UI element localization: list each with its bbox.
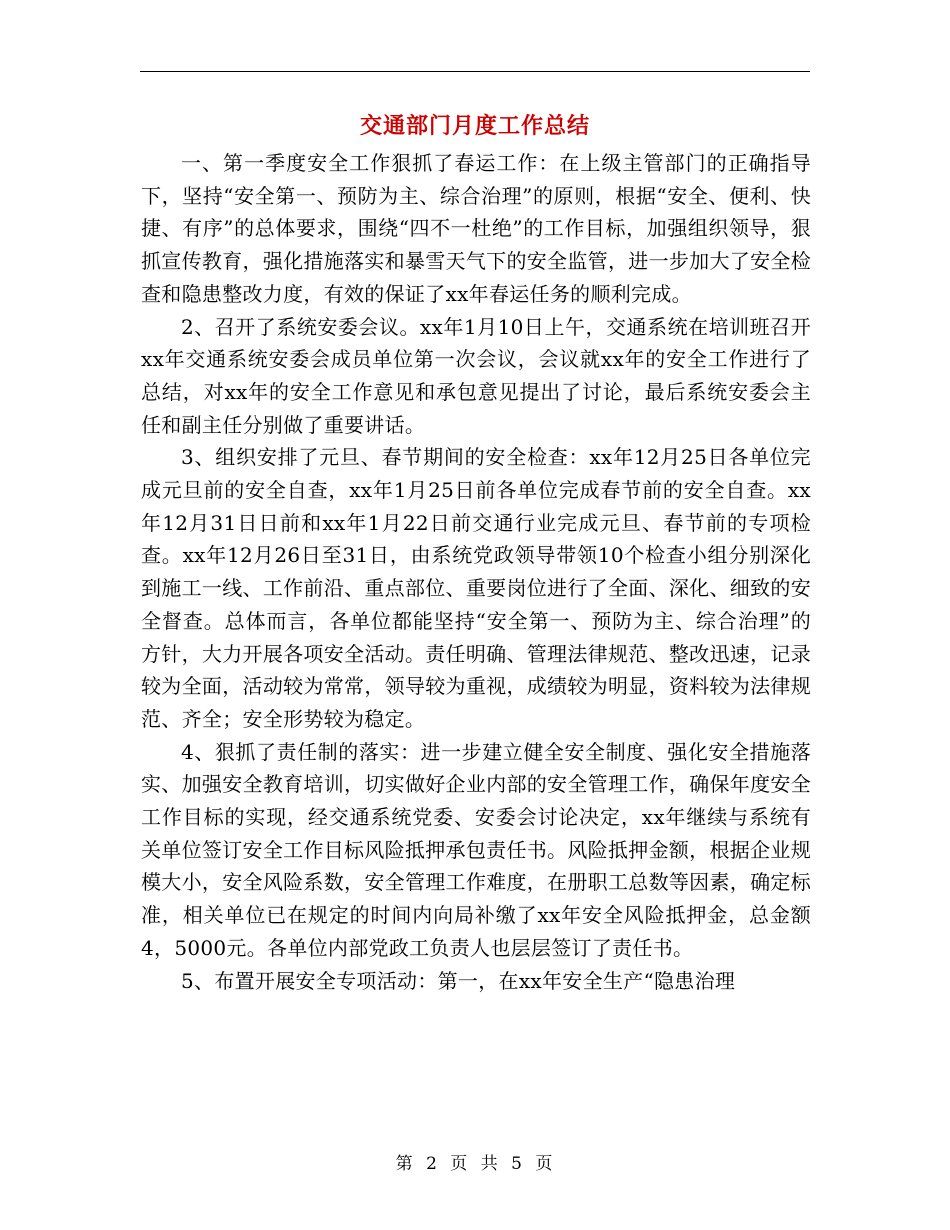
paragraph-4: 4、狠抓了责任制的落实：进一步建立健全安全制度、强化安全措施落实、加强安全教育培训，切实做好企业内部的安全管理工作，确保年度安全工作目标的实现，经交通系统党委、安委会讨论决定，xx年继续与系统有关单位签订安全工作目标风险抵押承包责任书。风险抵押金额，根据企业规模大小，安全风险系数，安全管理工作难度，在册职工总数等因素，确定标准，相关单位已在规定的时间内向局补缴了xx年安全风险抵押金，总金额4，5000元。各单位内部党政工负责人也层层签订了责任书。 — [141, 739, 811, 960]
document-body — [141, 147, 811, 997]
document-title: 交通部门月度工作总结 — [359, 113, 590, 139]
paragraph-1: 一、第一季度安全工作狠抓了春运工作：在上级主管部门的正确指导下，坚持“安全第一、预防为主、综合治理”的原则，根据“安全、便利、快捷、有序”的总体要求，围绕“四不一杜绝”的工作目标，加强组织领导，狠抓宣传教育，强化措施落实和暴雪天气下的安全监管，进一步加大了安全检查和隐患整改力度，有效的保证了xx年春运任务的顺利完成。 — [141, 151, 811, 306]
header-rule — [140, 71, 810, 72]
paragraph-3: 3、组织安排了元旦、春节期间的安全检查：xx年12月25日各单位完成元旦前的安全自查，xx年1月25日前各单位完成春节前的安全自查。xx年12月31日日前和xx年1月22日前交通行业完成元旦、春节前的专项检查。xx年12月26日至31日，由系统党政领导带领10个检查小组分别深化到施工一线、工作前沿、重点部位、重要岗位进行了全面、深化、细致的安全督查。总体而言，各单位都能坚持“安全第一、预防为主、综合治理”的方针，大力开展各项安全活动。责任明确、管理法律规范、整改迅速，记录较为全面，活动较为常常，领导较为重视，成绩较为明显，资料较为法律规范、齐全；安全形势较为稳定。 — [141, 445, 811, 731]
page-number-footer: 第 2 页 共 5 页 — [395, 1154, 555, 1174]
paragraph-2: 2、召开了系统安委会议。xx年1月10日上午，交通系统在培训班召开xx年交通系统安委会成员单位第一次会议，会议就xx年的安全工作进行了总结，对xx年的安全工作意见和承包意见提出了讨论，最后系统安委会主任和副主任分别做了重要讲话。 — [141, 314, 811, 437]
paragraph-5: 5、布置开展安全专项活动：第一，在xx年安全生产“隐患治理 — [181, 968, 736, 993]
